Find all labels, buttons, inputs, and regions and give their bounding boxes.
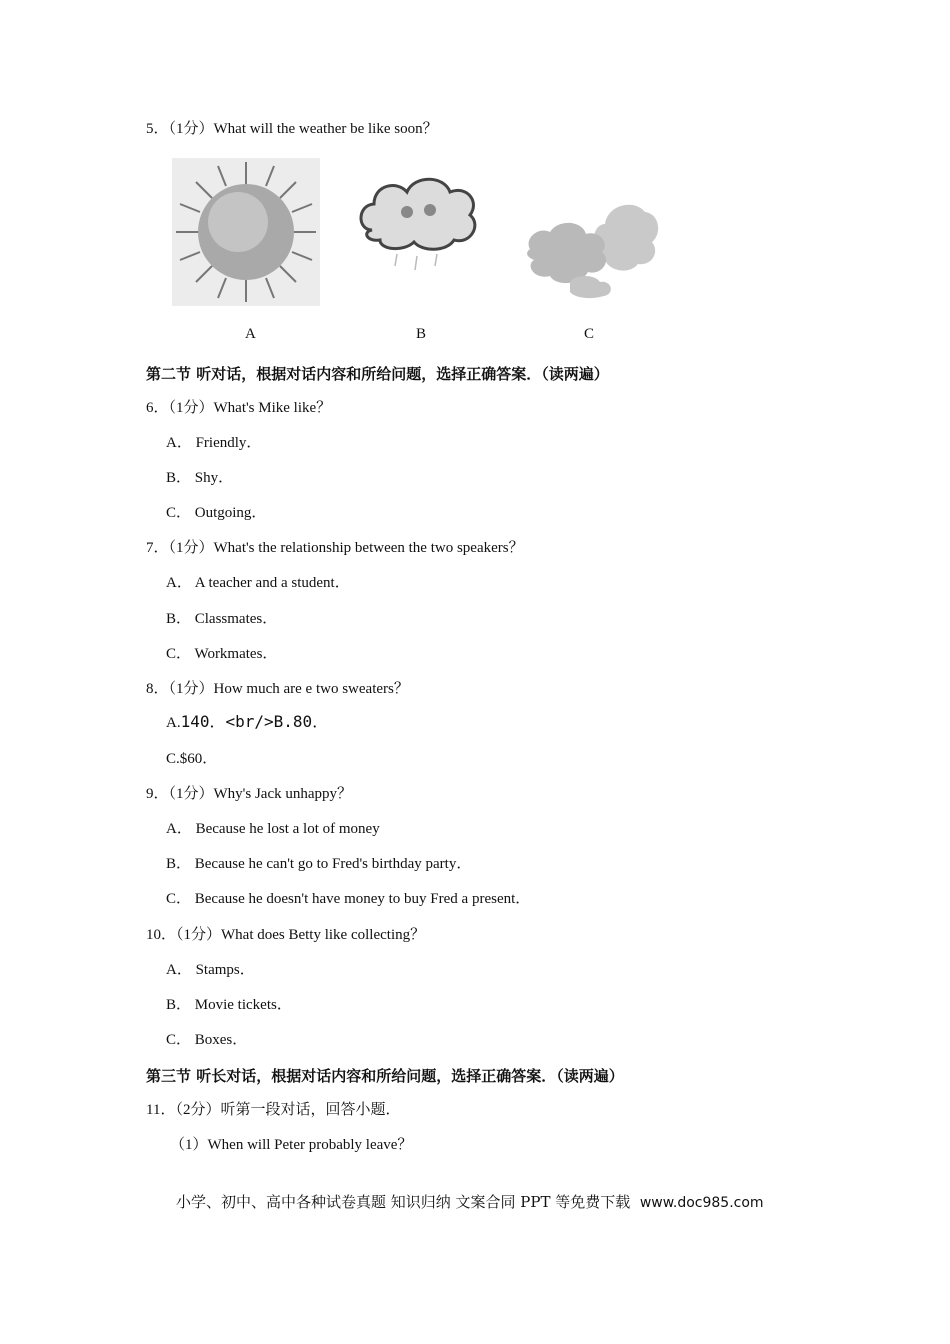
section-2-heading: 第二节 听对话，根据对话内容和所给问题，选择正确答案．（读两遍） [146, 365, 609, 383]
q7-option-a: A． A teacher and a student． [166, 575, 350, 591]
question-8: 8．（1分）How much are e two sweaters？ [146, 681, 409, 697]
q6-option-a: A． Friendly． [166, 435, 262, 451]
image-label-b: B [416, 326, 427, 342]
rain-cloud-icon [352, 170, 482, 280]
footer-text: 小学、初中、高中各种试卷真题 知识归纳 文案合同 PPT 等免费下载 [176, 1193, 631, 1211]
q7-option-c: C． Workmates． [166, 646, 278, 662]
q6-option-b: B． Shy． [166, 470, 234, 486]
q8-option-c: C.$60． [166, 751, 218, 767]
footer [176, 1191, 764, 1212]
question-11: 11．（2分）听第一段对话，回答小题． [146, 1102, 401, 1118]
q8-options-line-1 [166, 712, 328, 733]
question-7: 7．（1分）What's the relationship between the two speakers？ [146, 540, 524, 556]
question-11-sub-1: （1）When will Peter probably leave？ [170, 1137, 413, 1153]
q7-option-b: B． Classmates． [166, 611, 278, 627]
section-3-heading: 第三节 听长对话，根据对话内容和所给问题，选择正确答案．（读两遍） [146, 1067, 624, 1085]
question-9: 9．（1分）Why's Jack unhappy？ [146, 786, 353, 802]
q9-option-a: A． Because he lost a lot of money [166, 821, 380, 837]
q9-option-c: C． Because he doesn't have money to buy Fred a present． [166, 891, 531, 907]
sun-icon [172, 158, 320, 306]
q8-options-raw: 140．<br/>B.80． [180, 712, 329, 731]
image-label-a: A [245, 326, 256, 342]
question-5: 5．（1分）What will the weather be like soon？ [146, 121, 438, 137]
footer-url[interactable]: www.doc985.com [639, 1195, 764, 1211]
q10-option-a: A． Stamps． [166, 962, 255, 978]
q10-option-b: B． Movie tickets． [166, 997, 292, 1013]
q6-option-c: C． Outgoing． [166, 505, 267, 521]
cloudy-icon [520, 194, 665, 299]
q8-option-a-prefix: A. [166, 715, 181, 731]
image-label-c: C [584, 326, 595, 342]
q10-option-c: C． Boxes． [166, 1032, 248, 1048]
question-6: 6．（1分）What's Mike like？ [146, 400, 332, 416]
q9-option-b: B． Because he can't go to Fred's birthday party． [166, 856, 472, 872]
question-10: 10．（1分）What does Betty like collecting？ [146, 927, 426, 943]
